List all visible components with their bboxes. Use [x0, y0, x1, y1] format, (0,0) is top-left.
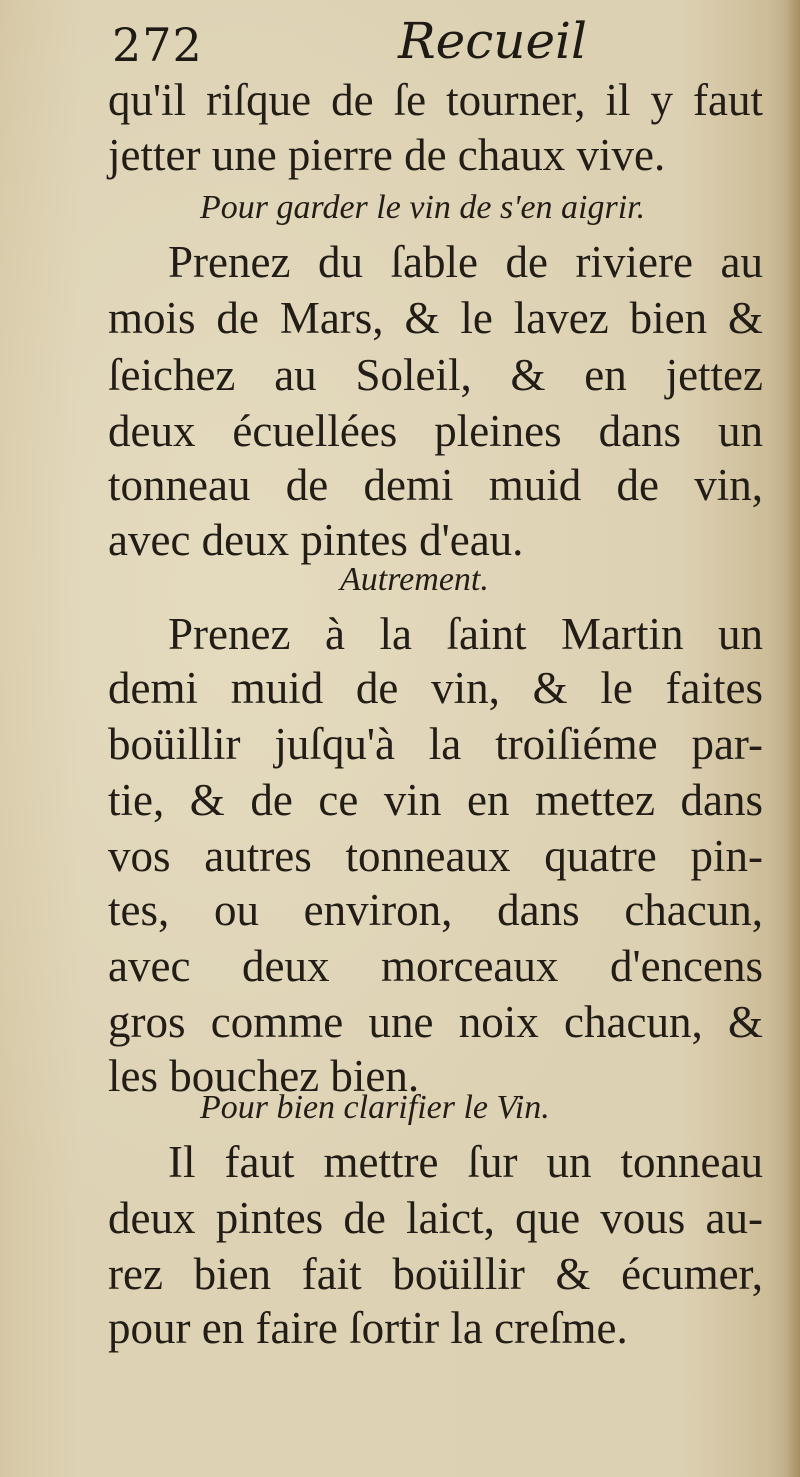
text-line: tonneau de demi muid de vin,: [108, 460, 763, 510]
section-heading: Pour garder le vin de s'en aigrir.: [200, 189, 646, 226]
text-line: jetter une pierre de chaux vive.: [108, 130, 666, 180]
text-line: tes, ou environ, dans chacun,: [108, 885, 763, 935]
text-line: les bouchez bien.: [108, 1051, 420, 1101]
text-line: boüillir juſqu'à la troiſiéme par-: [108, 719, 763, 769]
text-line: demi muid de vin, & le faites: [108, 663, 763, 713]
text-line: mois de Mars, & le lavez bien &: [108, 293, 763, 343]
page-number: 272: [112, 18, 203, 72]
running-title: Recueil: [398, 12, 588, 70]
section-heading: Pour bien clarifier le Vin.: [200, 1089, 550, 1126]
text-line: tie, & de ce vin en mettez dans: [108, 775, 763, 825]
section-heading: Autrement.: [340, 561, 489, 598]
text-line: Il faut mettre ſur un tonneau: [168, 1137, 763, 1187]
text-line: deux pintes de laict, que vous au-: [108, 1193, 763, 1243]
text-line: pour en faire ſortir la creſme.: [108, 1303, 628, 1353]
text-line: vos autres tonneaux quatre pin-: [108, 831, 763, 881]
page-edge-shadow: [786, 0, 800, 1477]
text-line: Prenez à la ſaint Martin un: [168, 609, 763, 659]
text-line: deux écuellées pleines dans un: [108, 406, 763, 456]
text-line: ſeichez au Soleil, & en jettez: [108, 350, 763, 400]
text-line: avec deux morceaux d'encens: [108, 941, 763, 991]
text-line: Prenez du ſable de riviere au: [168, 237, 763, 287]
text-line: rez bien fait boüillir & écumer,: [108, 1249, 763, 1299]
text-line: avec deux pintes d'eau.: [108, 515, 524, 565]
text-line: gros comme une noix chacun, &: [108, 997, 763, 1047]
text-line: qu'il riſque de ſe tourner, il y faut: [108, 75, 763, 125]
page-header: [0, 8, 800, 78]
